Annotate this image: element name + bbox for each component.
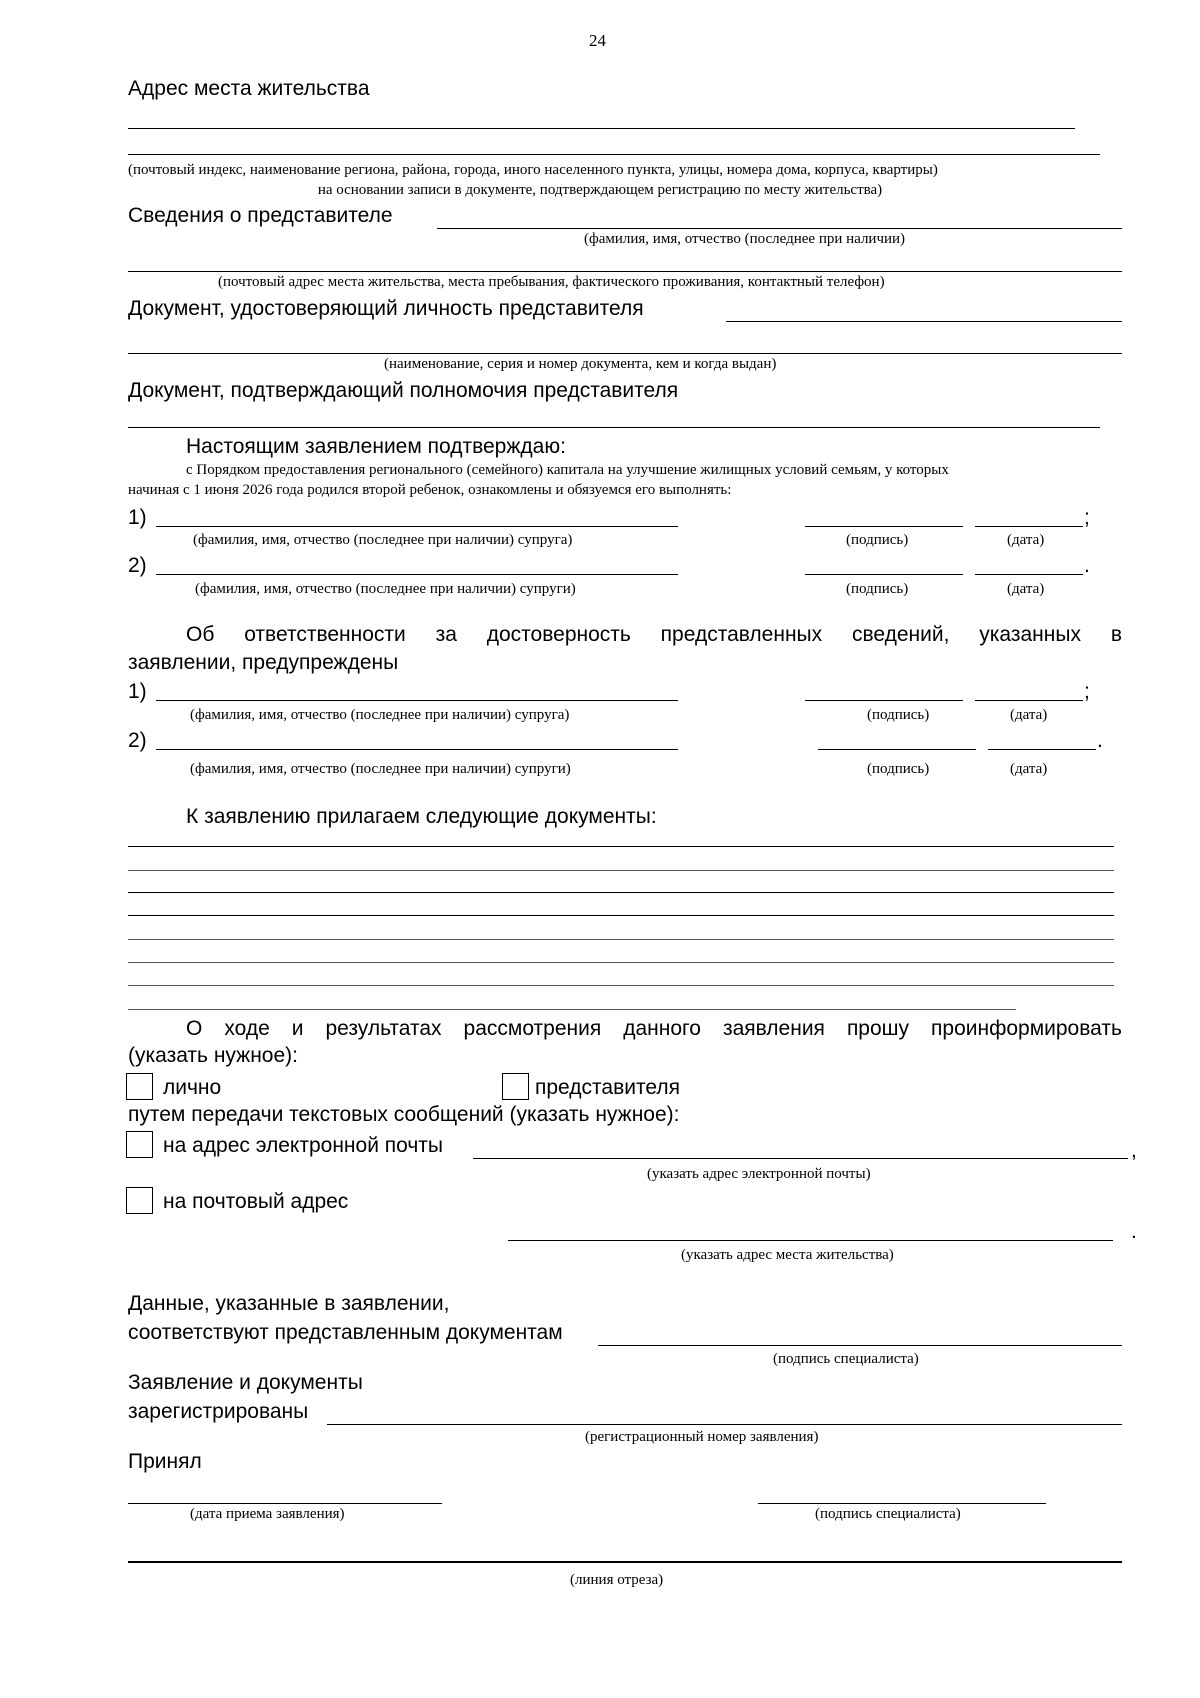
email-caption: (указать адрес электронной почты) [647,1166,871,1182]
representative-address-caption: (почтовый адрес места жительства, места пребывания, фактического проживания, контактный телефон) [218,274,885,290]
address-input-line-2[interactable] [128,154,1100,155]
responsibility-word: указанных [979,623,1081,646]
responsibility-word: представленных [660,623,823,646]
notification-word: проинформировать [931,1017,1122,1040]
resp-signer-2-num: 2) [128,729,147,752]
email-address-line[interactable] [473,1158,1128,1159]
notification-word: заявления [722,1017,825,1040]
cut-line [128,1561,1122,1563]
email-end-mark: , [1131,1139,1137,1162]
date-received-caption: (дата приема заявления) [190,1506,345,1522]
specialist-data-line-2: соответствуют представленным документам [128,1321,563,1344]
responsibility-word: достоверность [486,623,631,646]
resp-signer-1-caption: (фамилия, имя, отчество (последнее при наличии) супруга) [190,707,570,723]
confirm-signer-2-signature-line[interactable] [805,574,963,575]
representative-name-line[interactable] [437,228,1122,229]
messages-label: путем передачи текстовых сообщений (указать нужное): [128,1103,680,1126]
responsibility-word: ответственности [244,623,406,646]
postal-end-mark: . [1131,1220,1137,1243]
address-caption-1: (почтовый индекс, наименование региона, района, города, иного населенного пункта, улицы, номера дома, корпуса, квартиры) [128,162,938,178]
notification-word: рассмотрения [463,1017,602,1040]
representative-id-doc-line-1[interactable] [726,321,1122,322]
representative-id-doc-caption: (наименование, серия и номер документа, кем и когда выдан) [384,356,777,372]
responsibility-word: сведений, [851,623,950,646]
personal-option-label: лично [163,1076,222,1099]
attachments-line[interactable] [128,985,1114,986]
confirm-signer-1-end: ; [1084,506,1090,529]
resp-signer-2-signature-line[interactable] [818,749,976,750]
representative-authority-line[interactable] [128,427,1100,428]
registered-line-2: зарегистрированы [128,1400,309,1423]
notification-word: данного [623,1017,701,1040]
notification-text-2: (указать нужное): [128,1044,298,1067]
responsibility-text-1 [186,624,1122,645]
confirm-signer-2-caption: (фамилия, имя, отчество (последнее при наличии) супруги) [195,581,576,597]
resp-signer-2-date-caption: (дата) [1010,761,1048,777]
notification-word: ходе [224,1017,270,1040]
representative-checkbox[interactable] [502,1073,529,1100]
resp-signer-1-num: 1) [128,680,147,703]
representative-id-doc-line-2[interactable] [128,353,1122,354]
specialist-data-line-1: Данные, указанные в заявлении, [128,1292,450,1315]
date-received-line[interactable] [128,1503,442,1504]
resp-signer-1-sign-caption: (подпись) [867,707,930,723]
address-input-line-1[interactable] [128,128,1075,129]
resp-signer-2-end: . [1097,729,1103,752]
resp-signer-2-caption: (фамилия, имя, отчество (последнее при наличии) супруги) [190,761,571,777]
responsibility-word: в [1110,623,1122,646]
confirmation-text-1: с Порядком предоставления регионального (семейного) капитала на улучшение жилищных условий семьям, у которых [186,462,949,478]
postal-address-line[interactable] [508,1240,1113,1241]
personal-checkbox[interactable] [126,1073,153,1100]
confirmation-text-2: начиная с 1 июня 2026 года родился второй ребенок, ознакомлены и обязуемся его выполнять: [128,482,732,498]
resp-signer-1-date-line[interactable] [975,700,1083,701]
representative-id-doc-label: Документ, удостоверяющий личность представителя [128,297,644,320]
specialist-signature-line-2[interactable] [758,1503,1046,1504]
resp-signer-2-date-line[interactable] [988,749,1096,750]
registration-number-caption: (регистрационный номер заявления) [585,1429,819,1445]
confirm-signer-2-num: 2) [128,554,147,577]
notification-word: О [186,1017,203,1040]
confirm-signer-2-date-line[interactable] [975,574,1083,575]
representative-label: Сведения о представителе [128,204,393,227]
registration-number-line[interactable] [327,1424,1122,1425]
representative-option-label: представителя [535,1076,680,1099]
address-label: Адрес места жительства [128,77,370,100]
confirm-signer-2-end: . [1084,554,1090,577]
resp-signer-2-name-line[interactable] [156,749,678,750]
resp-signer-2-sign-caption: (подпись) [867,761,930,777]
attachments-line[interactable] [128,846,1114,847]
confirmation-heading: Настоящим заявлением подтверждаю: [186,435,566,458]
attachments-heading: К заявлению прилагаем следующие документы: [186,805,657,828]
confirm-signer-1-date-caption: (дата) [1007,532,1045,548]
confirm-signer-1-signature-line[interactable] [805,526,963,527]
resp-signer-1-date-caption: (дата) [1010,707,1048,723]
specialist-signature-caption-2: (подпись специалиста) [815,1506,961,1522]
confirm-signer-1-name-line[interactable] [156,526,678,527]
postal-caption: (указать адрес места жительства) [681,1247,894,1263]
attachments-line[interactable] [128,892,1114,893]
accepted-label: Принял [128,1450,202,1473]
attachments-line[interactable] [128,915,1114,916]
responsibility-word: за [435,623,457,646]
confirm-signer-2-name-line[interactable] [156,574,678,575]
notification-text-1 [186,1018,1122,1039]
resp-signer-1-signature-line[interactable] [805,700,963,701]
confirm-signer-2-date-caption: (дата) [1007,581,1045,597]
resp-signer-1-end: ; [1084,680,1090,703]
confirm-signer-1-date-line[interactable] [975,526,1083,527]
representative-address-line[interactable] [128,271,1122,272]
attachments-line[interactable] [128,962,1114,963]
representative-name-caption: (фамилия, имя, отчество (последнее при наличии) [584,231,906,247]
representative-authority-label: Документ, подтверждающий полномочия представителя [128,379,679,402]
attachments-line[interactable] [128,1009,1016,1010]
notification-word: и [291,1017,304,1040]
email-option-label: на адрес электронной почты [163,1134,444,1157]
attachments-line[interactable] [128,870,1114,871]
email-checkbox[interactable] [126,1131,153,1158]
responsibility-word: Об [186,623,215,646]
responsibility-text-2: заявлении, предупреждены [128,651,399,674]
registered-line-1: Заявление и документы [128,1371,363,1394]
confirm-signer-1-caption: (фамилия, имя, отчество (последнее при наличии) супруга) [193,532,573,548]
address-caption-2: на основании записи в документе, подтверждающем регистрацию по месту жительства) [317,182,883,198]
page-number: 24 [589,31,606,50]
resp-signer-1-name-line[interactable] [156,700,678,701]
specialist-signature-caption: (подпись специалиста) [773,1351,919,1367]
notification-word: результатах [325,1017,442,1040]
notification-word: прошу [846,1017,910,1040]
postal-checkbox[interactable] [126,1187,153,1214]
specialist-signature-line[interactable] [598,1345,1122,1346]
confirm-signer-2-sign-caption: (подпись) [846,581,909,597]
attachments-line[interactable] [128,939,1114,940]
cut-line-caption: (линия отреза) [570,1572,664,1588]
confirm-signer-1-num: 1) [128,506,147,529]
postal-option-label: на почтовый адрес [163,1190,349,1213]
confirm-signer-1-sign-caption: (подпись) [846,532,909,548]
